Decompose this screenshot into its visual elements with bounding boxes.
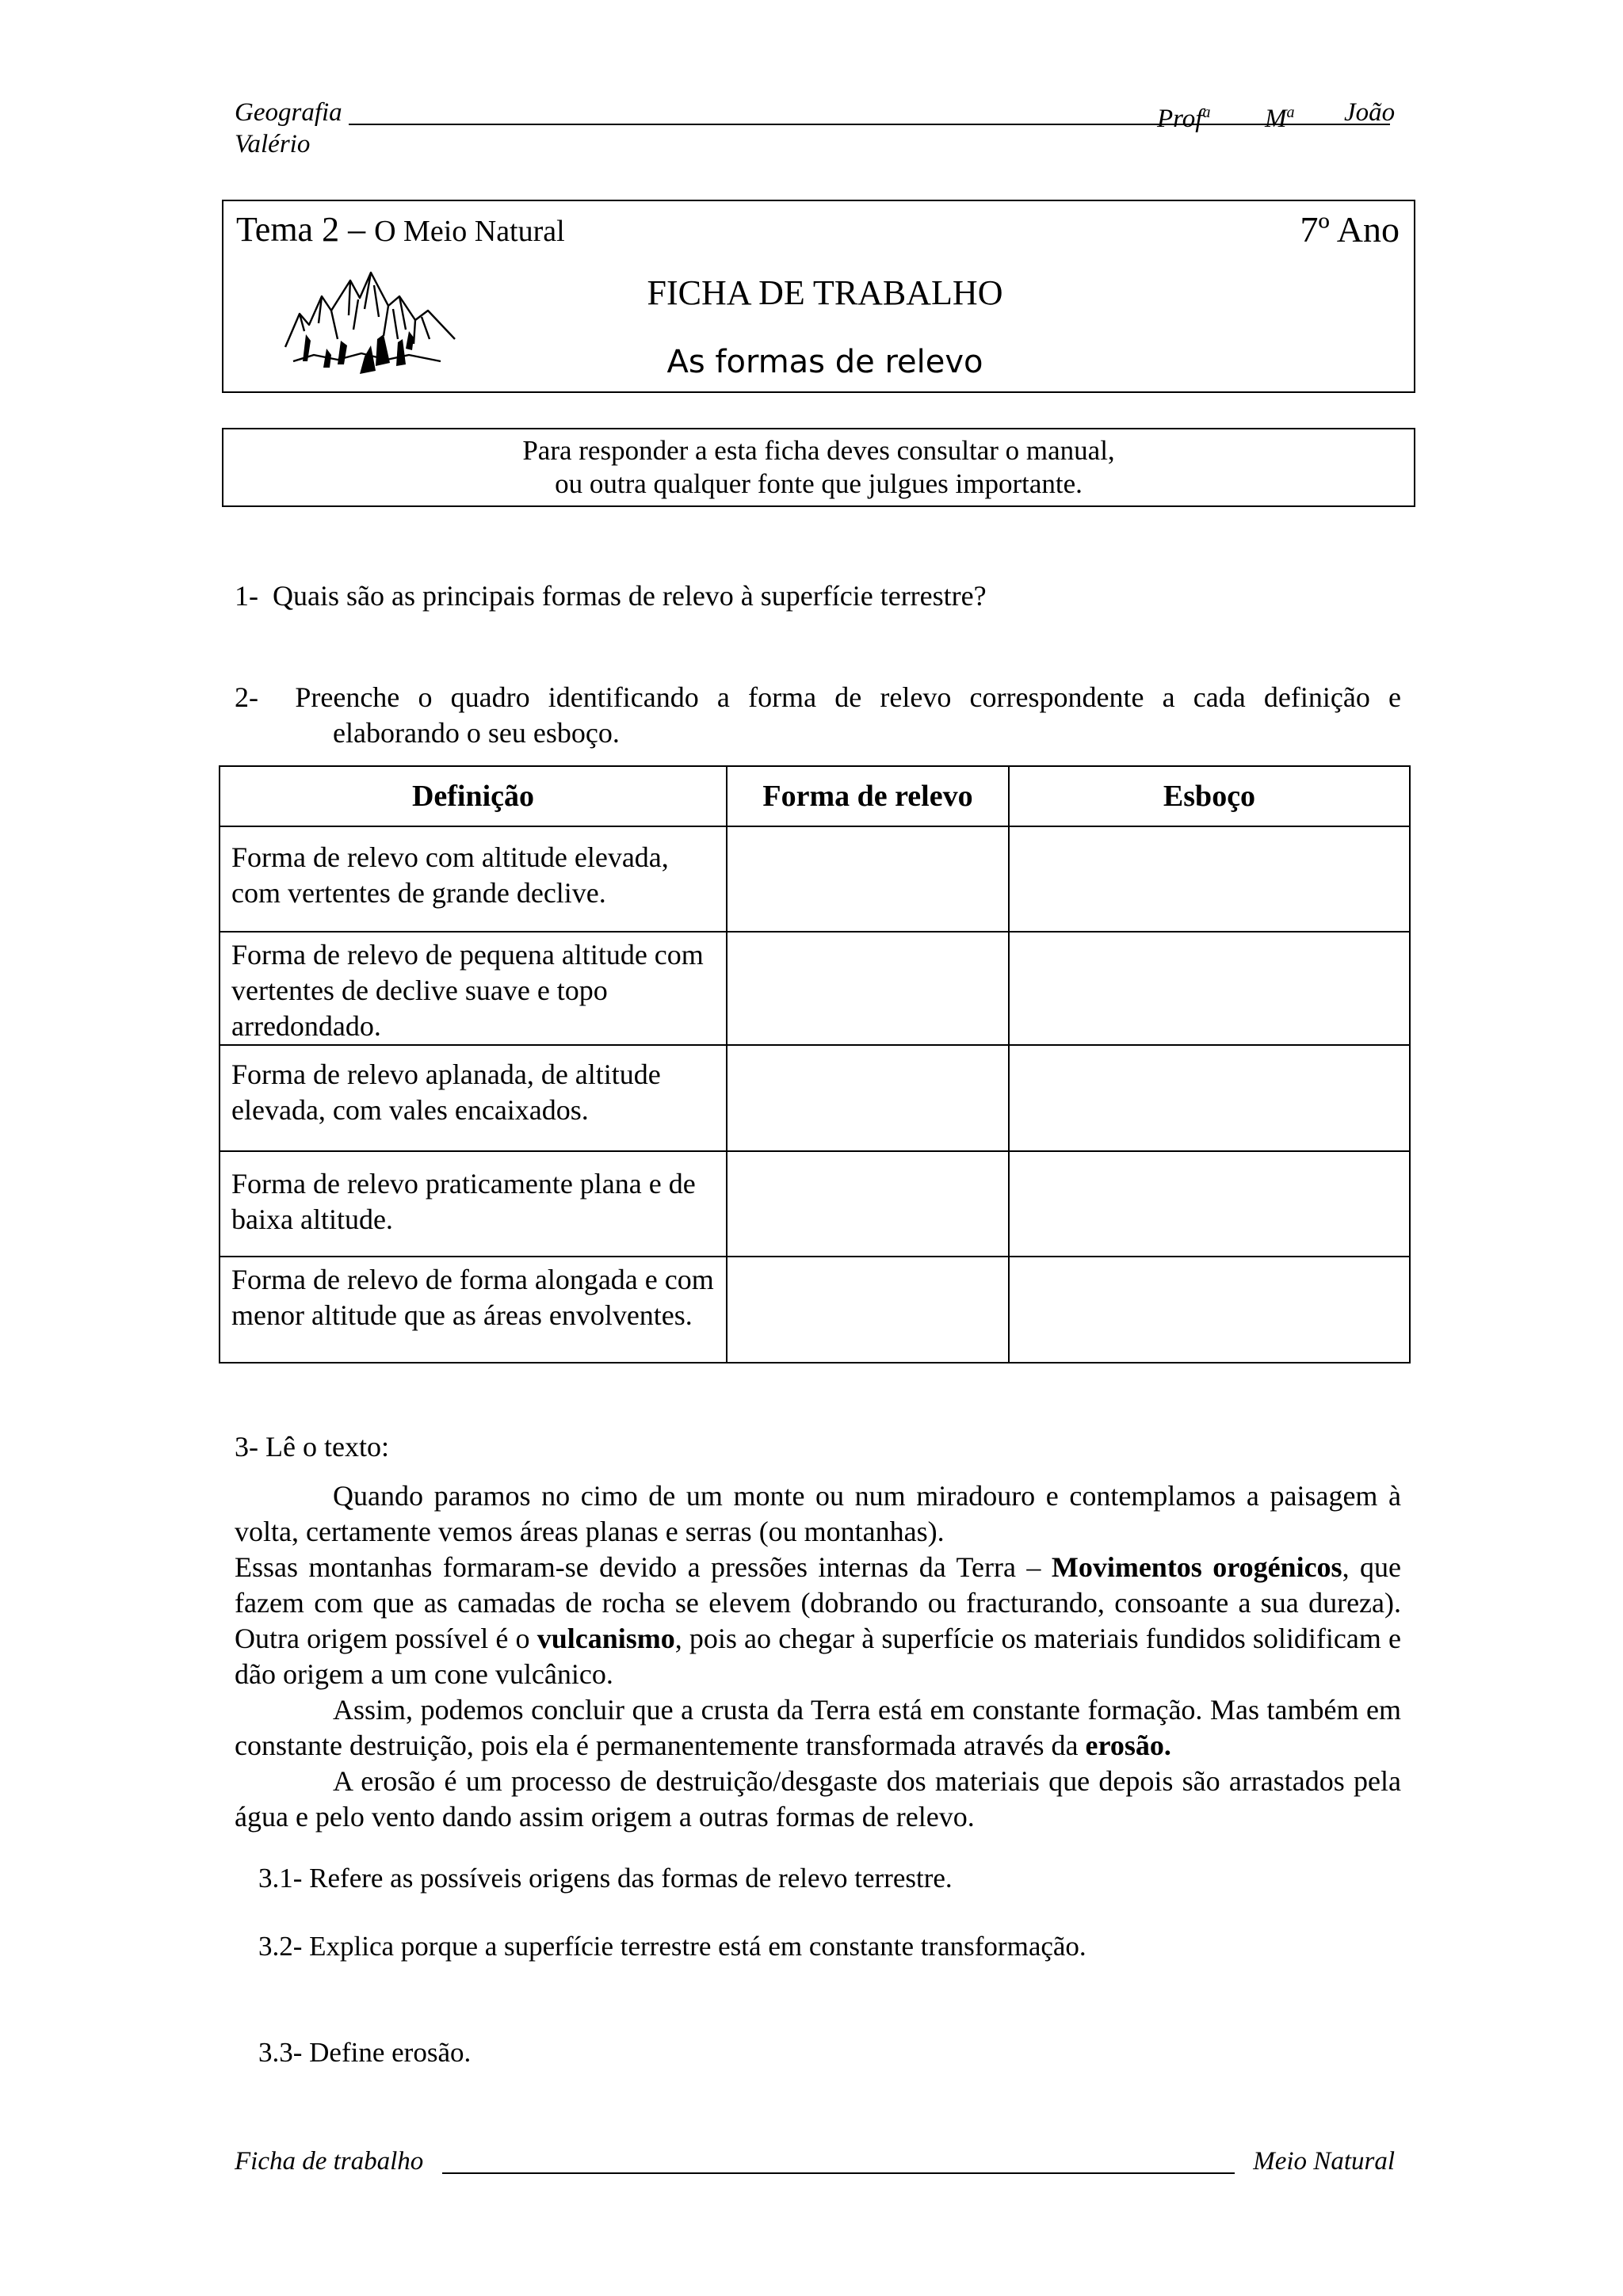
definition-cell: Forma de relevo aplanada, de altitude elevada, com vales encaixados. <box>220 1045 727 1151</box>
instructions-line-1: Para responder a esta ficha deves consultar o manual, <box>522 435 1115 466</box>
reading-paragraph-3: Assim, podemos concluir que a crusta da Terra está em constante formação. Mas também em constante destruição, pois ela é permanentemente transformada através da erosão. <box>235 1694 1401 1761</box>
footer-right: Meio Natural <box>1253 2147 1395 2176</box>
reading-text <box>235 1478 1401 1835</box>
table-row <box>220 1045 1410 1151</box>
page-header <box>235 97 1403 168</box>
question-3-2: 3.2- Explica porque a superfície terrestre está em constante transformação. <box>258 1931 1086 1962</box>
question-3-3: 3.3- Define erosão. <box>258 2037 472 2068</box>
header-teacher-abbrev: Prof$^a$ <box>1157 104 1211 133</box>
definition-cell: Forma de relevo de forma alongada e com menor altitude que as áreas envolventes. <box>220 1257 727 1363</box>
term-erosion: erosão. <box>1085 1730 1171 1761</box>
relief-form-answer-cell[interactable] <box>727 1151 1009 1257</box>
title-box <box>222 200 1415 393</box>
header-teacher-initial: $M^a$ <box>1265 104 1295 133</box>
reading-paragraph-4: A erosão é um processo de destruição/desgaste dos materiais que depois são arrastados pela água e pelo vento dando assim origem a outras formas de relevo. <box>235 1765 1401 1833</box>
footer-left: Ficha de trabalho <box>235 2147 424 2176</box>
table-row <box>220 932 1410 1045</box>
theme-title: Tema 2 – O Meio Natural <box>236 210 565 249</box>
table-row <box>220 1151 1410 1257</box>
definition-cell: Forma de relevo de pequena altitude com vertentes de declive suave e topo arredondado. <box>220 932 727 1045</box>
relief-form-answer-cell[interactable] <box>727 932 1009 1045</box>
relief-form-answer-cell[interactable] <box>727 826 1009 932</box>
header-teacher-last: Valério <box>235 130 311 158</box>
question-3-1: 3.1- Refere as possíveis origens das formas de relevo terrestre. <box>258 1863 953 1894</box>
page-footer <box>235 2145 1395 2180</box>
table-row <box>220 1257 1410 1363</box>
sketch-answer-cell[interactable] <box>1009 1045 1410 1151</box>
relief-form-answer-cell[interactable] <box>727 1257 1009 1363</box>
definition-cell: Forma de relevo com altitude elevada, com vertentes de grande declive. <box>220 826 727 932</box>
table-header-relief-form: Forma de relevo <box>727 766 1009 826</box>
footer-line <box>442 2172 1235 2174</box>
table-row <box>220 826 1410 932</box>
table-header-row <box>220 766 1410 826</box>
table-header-definition: Definição <box>220 766 727 826</box>
question-1: 1- Quais são as principais formas de relevo à superfície terrestre? <box>235 580 987 612</box>
worksheet-title: FICHA DE TRABALHO <box>647 273 1003 312</box>
sketch-answer-cell[interactable] <box>1009 1151 1410 1257</box>
term-orogenic-movements: Movimentos orogénicos <box>1051 1551 1342 1583</box>
term-volcanism: vulcanismo <box>537 1623 675 1654</box>
sketch-answer-cell[interactable] <box>1009 826 1410 932</box>
reading-paragraph-1: Quando paramos no cimo de um monte ou num miradouro e contemplamos a paisagem à volta, certamente vemos áreas planas e serras (ou montanhas). <box>235 1480 1401 1547</box>
topic-title: As formas de relevo <box>666 344 983 380</box>
header-subject: Geografia <box>235 98 342 127</box>
relief-table <box>219 765 1411 1363</box>
question-2-line-2: elaborando o seu esboço. <box>333 717 620 749</box>
instructions-box <box>222 428 1415 507</box>
header-teacher-first: João <box>1344 98 1396 127</box>
relief-form-answer-cell[interactable] <box>727 1045 1009 1151</box>
sketch-answer-cell[interactable] <box>1009 932 1410 1045</box>
definition-cell: Forma de relevo praticamente plana e de baixa altitude. <box>220 1151 727 1257</box>
reading-paragraph-2: Essas montanhas formaram-se devido a pressões internas da Terra – Movimentos orogénicos, que fazem com que as camadas de rocha se elevem (dobrando ou fracturando, consoante a sua dureza). Outra origem possível é o vulcanismo, pois ao chegar à superfície os materiais fundidos solidificam e dão origem a um cone vulcânico. <box>235 1551 1401 1690</box>
header-line <box>349 124 1390 125</box>
reading-intro: 3- Lê o texto: <box>235 1431 389 1463</box>
question-2 <box>235 680 1401 751</box>
grade-label: 7º Ano <box>1300 209 1400 250</box>
sketch-answer-cell[interactable] <box>1009 1257 1410 1363</box>
instructions-line-2: ou outra qualquer fonte que julgues importante. <box>555 468 1083 499</box>
table-header-sketch: Esboço <box>1009 766 1410 826</box>
question-2-line-1: 2- Preenche o quadro identificando a forma de relevo correspondente a cada definição e <box>235 681 1401 713</box>
